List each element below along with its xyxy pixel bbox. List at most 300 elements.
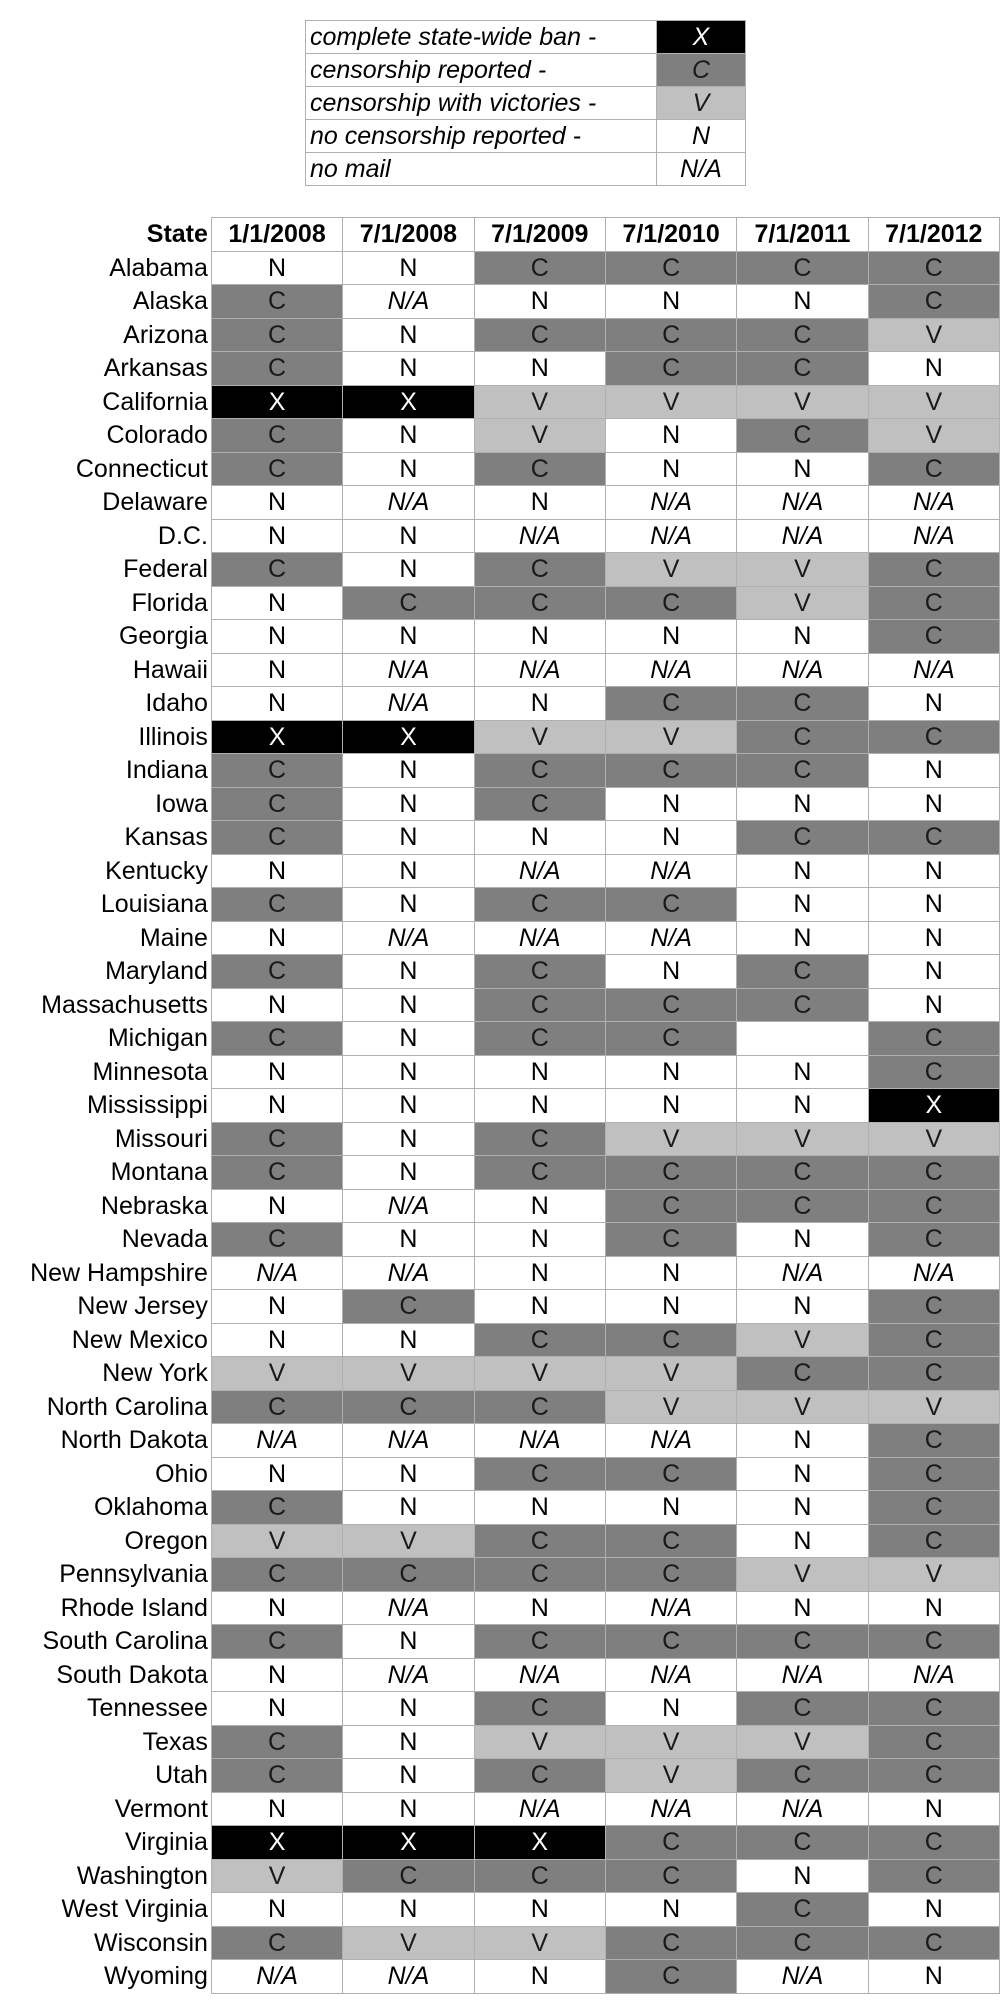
status-cell: C: [868, 1457, 999, 1491]
state-name: Louisiana: [100, 890, 208, 919]
state-name: Arkansas: [103, 354, 208, 383]
status-cell: N: [211, 1457, 342, 1491]
status-cell: N: [474, 1491, 605, 1525]
status-cell: N/A: [605, 1424, 736, 1458]
status-cell: N/A: [737, 486, 868, 520]
state-name: Vermont: [114, 1794, 208, 1823]
status-cell: N: [868, 787, 999, 821]
status-cell: N: [605, 1893, 736, 1927]
status-cell: X: [343, 720, 474, 754]
status-cell: N: [474, 486, 605, 520]
status-cell: N: [343, 1725, 474, 1759]
status-cell: C: [474, 754, 605, 788]
status-cell: V: [211, 1357, 342, 1391]
status-cell: V: [868, 419, 999, 453]
status-cell: C: [211, 1491, 342, 1525]
state-name: Utah: [155, 1761, 208, 1790]
status-cell: C: [474, 318, 605, 352]
legend-label: no censorship reported -: [306, 120, 657, 153]
status-cell: N: [868, 888, 999, 922]
table-row: [0, 1089, 1000, 1123]
status-cell: C: [211, 352, 342, 386]
status-cell: C: [605, 687, 736, 721]
table-row: [0, 1457, 1000, 1491]
table-row: [0, 653, 1000, 687]
status-cell: C: [474, 553, 605, 587]
status-cell: C: [605, 1826, 736, 1860]
status-cell: N: [343, 955, 474, 989]
status-cell: N/A: [605, 921, 736, 955]
status-cell: V: [868, 1390, 999, 1424]
status-cell: N: [343, 1759, 474, 1793]
status-cell: N: [605, 1089, 736, 1123]
status-cell: N: [737, 1491, 868, 1525]
state-name: Colorado: [106, 421, 208, 450]
legend-label: censorship with victories -: [306, 87, 657, 120]
censorship-grid: [0, 217, 1000, 1994]
table-row: [0, 1390, 1000, 1424]
status-cell: C: [474, 1323, 605, 1357]
status-cell: C: [211, 1156, 342, 1190]
status-cell: N: [343, 1792, 474, 1826]
table-row: [0, 1591, 1000, 1625]
state-name: New York: [102, 1359, 208, 1388]
status-cell: N: [211, 653, 342, 687]
status-cell: N: [343, 821, 474, 855]
state-name: Iowa: [155, 789, 208, 818]
status-cell: C: [474, 955, 605, 989]
state-name: Wisconsin: [93, 1928, 208, 1957]
state-name: Illinois: [138, 722, 208, 751]
status-cell: C: [211, 285, 342, 319]
table-row: [0, 1692, 1000, 1726]
state-name: Hawaii: [132, 655, 208, 684]
status-cell: C: [474, 1156, 605, 1190]
table-row: [0, 888, 1000, 922]
status-cell: C: [474, 452, 605, 486]
status-cell: C: [868, 553, 999, 587]
status-cell: N/A: [605, 1792, 736, 1826]
table-row: [0, 1055, 1000, 1089]
state-name: New Hampshire: [30, 1258, 208, 1287]
status-cell: N: [868, 1591, 999, 1625]
state-name: Washington: [76, 1861, 208, 1890]
status-cell: N: [343, 1491, 474, 1525]
table-row: [0, 787, 1000, 821]
status-cell: C: [605, 1625, 736, 1659]
status-cell: C: [605, 1926, 736, 1960]
legend-row: [306, 87, 746, 120]
status-cell: N: [605, 1055, 736, 1089]
status-cell: N: [211, 687, 342, 721]
status-cell: N: [605, 1290, 736, 1324]
status-cell: C: [737, 1692, 868, 1726]
status-cell: C: [868, 821, 999, 855]
status-cell: C: [868, 1692, 999, 1726]
status-cell: V: [211, 1524, 342, 1558]
status-cell: N: [605, 1256, 736, 1290]
status-cell: N: [737, 1859, 868, 1893]
legend: [305, 20, 746, 186]
status-cell: N: [474, 1893, 605, 1927]
status-cell: N/A: [868, 519, 999, 553]
table-row: [0, 486, 1000, 520]
state-name: Oklahoma: [93, 1493, 208, 1522]
status-cell: C: [868, 1156, 999, 1190]
table-row: [0, 821, 1000, 855]
status-cell: C: [868, 1223, 999, 1257]
table-row: [0, 1625, 1000, 1659]
status-cell: N/A: [605, 519, 736, 553]
status-cell: N: [737, 888, 868, 922]
status-cell: N/A: [343, 1591, 474, 1625]
status-cell: X: [474, 1826, 605, 1860]
legend-label: censorship reported -: [306, 54, 657, 87]
status-cell: V: [343, 1926, 474, 1960]
status-cell: N: [211, 1792, 342, 1826]
status-cell: V: [211, 1859, 342, 1893]
status-cell: C: [211, 1022, 342, 1056]
status-cell: C: [868, 1491, 999, 1525]
status-cell: C: [211, 452, 342, 486]
status-cell: N: [868, 1960, 999, 1994]
status-cell: V: [474, 385, 605, 419]
status-cell: N/A: [474, 653, 605, 687]
status-cell: N/A: [343, 1256, 474, 1290]
status-cell: N: [474, 821, 605, 855]
status-cell: C: [868, 1424, 999, 1458]
status-cell: C: [737, 821, 868, 855]
state-name: Maine: [139, 923, 208, 952]
status-cell: C: [211, 419, 342, 453]
status-cell: C: [474, 988, 605, 1022]
status-cell: C: [868, 251, 999, 285]
status-cell: N/A: [343, 921, 474, 955]
status-cell: N: [474, 1591, 605, 1625]
status-cell: V: [605, 553, 736, 587]
state-name: Nevada: [121, 1225, 208, 1254]
status-cell: V: [868, 1122, 999, 1156]
status-cell: V: [343, 1524, 474, 1558]
status-cell: C: [343, 1558, 474, 1592]
state-name: New Mexico: [71, 1325, 208, 1354]
status-cell: N: [343, 553, 474, 587]
legend-swatch: X: [657, 21, 746, 54]
status-cell: C: [211, 1625, 342, 1659]
status-cell: N: [474, 1089, 605, 1123]
status-cell: N: [343, 1692, 474, 1726]
status-cell: N: [343, 251, 474, 285]
status-cell: C: [211, 1390, 342, 1424]
table-row: [0, 1491, 1000, 1525]
state-name: Texas: [142, 1727, 208, 1756]
status-cell: X: [211, 385, 342, 419]
status-cell: X: [211, 720, 342, 754]
state-name: Idaho: [145, 689, 208, 718]
status-cell: N: [211, 1692, 342, 1726]
table-row: [0, 1189, 1000, 1223]
table-row: [0, 385, 1000, 419]
status-cell: V: [737, 553, 868, 587]
status-cell: C: [605, 1524, 736, 1558]
state-name: Maryland: [105, 957, 208, 986]
status-cell: N: [605, 955, 736, 989]
status-cell: N: [737, 1089, 868, 1123]
status-cell: N: [474, 352, 605, 386]
table-row: [0, 620, 1000, 654]
status-cell: C: [605, 586, 736, 620]
legend-label: complete state-wide ban -: [306, 21, 657, 54]
status-cell: C: [868, 1826, 999, 1860]
state-name: California: [102, 387, 208, 416]
state-name: Pennsylvania: [59, 1560, 208, 1589]
status-cell: C: [868, 586, 999, 620]
status-cell: N/A: [474, 854, 605, 888]
status-cell: C: [211, 888, 342, 922]
status-cell: C: [605, 1457, 736, 1491]
status-cell: N/A: [605, 854, 736, 888]
status-cell: V: [474, 720, 605, 754]
date-column-header: 7/1/2012: [868, 218, 999, 252]
state-name: South Dakota: [56, 1660, 208, 1689]
status-cell: N: [868, 1792, 999, 1826]
status-cell: C: [474, 1625, 605, 1659]
table-row: [0, 251, 1000, 285]
status-cell: C: [737, 1759, 868, 1793]
status-cell: C: [474, 1692, 605, 1726]
status-cell: N: [211, 988, 342, 1022]
status-cell: C: [474, 1022, 605, 1056]
status-cell: C: [737, 1826, 868, 1860]
status-cell: N/A: [474, 921, 605, 955]
status-cell: N/A: [605, 1658, 736, 1692]
status-cell: C: [868, 1022, 999, 1056]
table-row: [0, 1792, 1000, 1826]
status-cell: C: [211, 1725, 342, 1759]
status-cell: N: [211, 1290, 342, 1324]
status-cell: N: [605, 1692, 736, 1726]
status-cell: C: [868, 1759, 999, 1793]
status-cell: C: [605, 1189, 736, 1223]
state-name: D.C.: [157, 521, 208, 550]
table-row: [0, 1357, 1000, 1391]
state-name: Massachusetts: [41, 990, 208, 1019]
state-name: South Carolina: [42, 1627, 208, 1656]
status-cell: C: [211, 1926, 342, 1960]
status-cell: C: [868, 1323, 999, 1357]
status-cell: N/A: [474, 1424, 605, 1458]
table-row: [0, 419, 1000, 453]
status-cell: N: [737, 1290, 868, 1324]
status-cell: N: [868, 854, 999, 888]
table-row: [0, 519, 1000, 553]
status-cell: C: [737, 988, 868, 1022]
status-cell: V: [605, 1357, 736, 1391]
state-name: Nebraska: [100, 1191, 208, 1220]
status-cell: N/A: [343, 1424, 474, 1458]
status-cell: C: [211, 318, 342, 352]
status-cell: V: [868, 1558, 999, 1592]
status-cell: N/A: [343, 285, 474, 319]
status-cell: N: [605, 419, 736, 453]
date-column-header: 1/1/2008: [211, 218, 342, 252]
status-cell: N: [343, 1457, 474, 1491]
state-name: West Virginia: [61, 1895, 208, 1924]
status-cell: N: [343, 754, 474, 788]
status-cell: N/A: [343, 653, 474, 687]
status-cell: N: [211, 586, 342, 620]
status-cell: N: [343, 988, 474, 1022]
status-cell: C: [868, 720, 999, 754]
state-name: Michigan: [107, 1024, 208, 1053]
status-cell: N: [474, 285, 605, 319]
status-cell: C: [868, 1290, 999, 1324]
status-cell: C: [868, 452, 999, 486]
table-row: [0, 1558, 1000, 1592]
status-cell: C: [211, 1558, 342, 1592]
status-cell: N/A: [343, 1960, 474, 1994]
status-cell: V: [737, 1323, 868, 1357]
status-cell: C: [737, 754, 868, 788]
status-cell: C: [211, 754, 342, 788]
status-cell: N: [343, 1022, 474, 1056]
status-cell: N: [343, 452, 474, 486]
status-cell: N: [343, 1055, 474, 1089]
status-cell: V: [605, 1122, 736, 1156]
status-cell: N: [343, 1223, 474, 1257]
status-cell: C: [737, 419, 868, 453]
status-cell: C: [211, 1759, 342, 1793]
status-cell: N: [737, 1223, 868, 1257]
status-cell: N/A: [868, 486, 999, 520]
table-row: [0, 1859, 1000, 1893]
status-cell: N: [343, 854, 474, 888]
status-cell: V: [474, 1926, 605, 1960]
status-cell: N: [211, 486, 342, 520]
date-column-header: 7/1/2008: [343, 218, 474, 252]
status-cell: N/A: [737, 1960, 868, 1994]
status-cell: V: [605, 1725, 736, 1759]
table-row: [0, 1156, 1000, 1190]
legend-swatch: V: [657, 87, 746, 120]
status-cell: N/A: [474, 1658, 605, 1692]
status-cell: C: [868, 1859, 999, 1893]
state-name: Connecticut: [75, 454, 208, 483]
status-cell: N: [737, 1424, 868, 1458]
state-name: Arizona: [123, 320, 208, 349]
legend-row: [306, 54, 746, 87]
status-cell: X: [211, 1826, 342, 1860]
state-name: Delaware: [102, 488, 208, 517]
status-cell: C: [605, 1558, 736, 1592]
status-cell: X: [343, 1826, 474, 1860]
status-cell: N: [343, 1089, 474, 1123]
status-cell: N: [737, 1524, 868, 1558]
status-cell: N/A: [868, 1658, 999, 1692]
status-cell: N: [737, 1457, 868, 1491]
status-cell: C: [474, 1457, 605, 1491]
state-name: Kentucky: [105, 856, 208, 885]
state-name: North Dakota: [60, 1426, 208, 1455]
status-cell: N: [211, 620, 342, 654]
status-cell: N/A: [343, 486, 474, 520]
status-cell: N: [474, 687, 605, 721]
status-cell: N: [737, 620, 868, 654]
legend-label: no mail: [306, 153, 657, 186]
state-name: Ohio: [155, 1459, 208, 1488]
status-cell: N: [868, 687, 999, 721]
status-cell: X: [868, 1089, 999, 1123]
table-row: [0, 1323, 1000, 1357]
status-cell: N: [474, 1290, 605, 1324]
status-cell: C: [605, 988, 736, 1022]
table-row: [0, 318, 1000, 352]
status-cell: C: [343, 586, 474, 620]
status-cell: C: [474, 586, 605, 620]
status-cell: N: [211, 519, 342, 553]
status-cell: N/A: [211, 1256, 342, 1290]
status-cell: C: [868, 285, 999, 319]
status-cell: C: [605, 318, 736, 352]
status-cell: N: [343, 1122, 474, 1156]
status-cell: N/A: [474, 1792, 605, 1826]
status-cell: C: [737, 1926, 868, 1960]
status-cell: C: [868, 1189, 999, 1223]
table-row: [0, 586, 1000, 620]
status-cell: C: [605, 1859, 736, 1893]
status-cell: N: [605, 620, 736, 654]
status-cell: C: [868, 1357, 999, 1391]
status-cell: C: [868, 1926, 999, 1960]
status-cell: V: [737, 385, 868, 419]
status-cell: N/A: [343, 1189, 474, 1223]
state-name: Georgia: [118, 622, 208, 651]
status-cell: N/A: [737, 1256, 868, 1290]
status-cell: [737, 1022, 868, 1056]
status-cell: N: [868, 352, 999, 386]
state-name: Federal: [123, 555, 208, 584]
state-name: Missouri: [114, 1124, 208, 1153]
table-row: [0, 1826, 1000, 1860]
status-cell: V: [737, 1122, 868, 1156]
status-cell: C: [605, 888, 736, 922]
table-row: [0, 1424, 1000, 1458]
status-cell: C: [474, 251, 605, 285]
date-column-header: 7/1/2009: [474, 218, 605, 252]
status-cell: N: [343, 419, 474, 453]
state-column-header: State: [146, 220, 208, 249]
table-row: [0, 452, 1000, 486]
status-cell: V: [605, 1759, 736, 1793]
status-cell: C: [737, 955, 868, 989]
status-cell: C: [474, 1759, 605, 1793]
status-cell: C: [211, 1122, 342, 1156]
status-cell: C: [737, 687, 868, 721]
status-cell: C: [474, 787, 605, 821]
status-cell: N: [737, 787, 868, 821]
state-name: Alaska: [132, 287, 208, 316]
status-cell: C: [868, 1625, 999, 1659]
status-cell: N: [211, 1658, 342, 1692]
status-cell: N/A: [737, 519, 868, 553]
status-cell: N: [474, 620, 605, 654]
state-name: Montana: [110, 1158, 208, 1187]
status-cell: V: [737, 1725, 868, 1759]
status-cell: C: [605, 1960, 736, 1994]
table-row: [0, 687, 1000, 721]
legend-swatch: N: [657, 120, 746, 153]
status-cell: N: [605, 452, 736, 486]
